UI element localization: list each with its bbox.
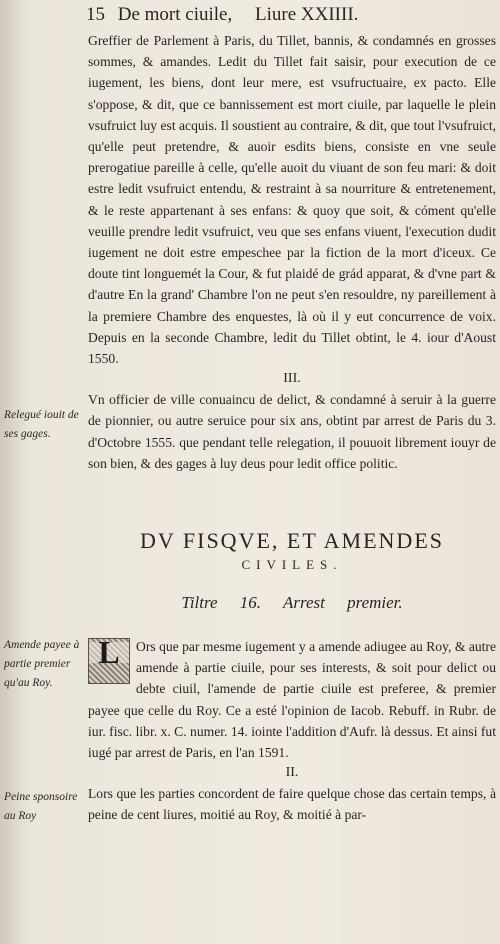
section-3-text: Vn officier de ville conuaincu de delict, & condamné à seruir à la guerre de pionnier, ou autre seruice pour six ans, obtint par arrest de Paris du 3. d'Octobre 1555. que pendant telle relegation, il pouuoit librement iouyr de son bien, & des gages à luy deus pour ledit office politic. <box>88 392 496 471</box>
titre-label: Tiltre 16. <box>181 593 262 612</box>
page-number: 15 <box>86 4 105 25</box>
titre-line <box>88 593 496 613</box>
section-number: II. <box>285 765 299 781</box>
section-number: III. <box>283 371 301 387</box>
running-title: De mort ciuile, <box>117 4 233 25</box>
chapter-subtitle: CIVILES. <box>241 557 343 572</box>
body-paragraph: Greffier de Parlement à Paris, du Tillet, bannis, & condamnés en grosses sommes, & amandes. Ledit du Tillet fait saisir, pour execution de ce iugement, les biens, dont leur mere, est vsufructuaire, ex pacto. Elle s'oppose, & dit, que ce bannissement est mort ciuile, par laquelle le plein vsufruict luy est acquis. Il soustient au contraire, & dit, que tout l'vsufruict, qu'elle peut pretendre, & auoir esdits biens, consiste en vne seule prerogatiue pareille à celle, qu'elle auoit du viuant de son feu mari: & doit estre ledit vsufruict entendu, & restraint à sa nourriture & entretenement, & le reste appartenant à ses enfans: & quoy que soit, & cóment qu'elle veuille prendre ledit vsufruict, veu que ses enfans viuent, l'execution dudit iugement ne doit estre empeschee par la fiction de la mort d'iceux. Ce doute tint longuemét la Cour, & fut plaidé de grád apparat, & d'vne part & d'autre En la grand' Chambre l'on ne peut s'en resouldre, ny pareillement à la premiere Chambre des enquestes, là où il y eut concurrence de voix. Depuis en la seconde Chambre, ledit du Tillet obtint, le 4. iour d'Aoust 1550. <box>88 33 496 367</box>
section-1-text: Ors que par mesme iugement y a amende adiugee au Roy, & autre amende à partie ciuile, pour ses interests, & soit pour delict ou debte ciuil, l'amende de partie ciuile est preferee, & premier payee que celle du Roy. Ce a esté l'opinion de Iacob. Rebuff. in Rubr. de iur. fisc. libr. x. C. numer. 14. iointe l'addition d'Aufr. là dessus. Et ainsi fut iugé par arrest de Paris, en l'an 1591. <box>88 639 496 761</box>
margin-note-amende: Amende payee à partie premier qu'au Roy. <box>4 639 80 689</box>
book-number: Liure XXIIII. <box>255 4 359 25</box>
section-2-text: Lors que les parties concordent de faire quelque chose das certain temps, à peine de cent liures, moitié au Roy, & moitié à par- <box>88 786 496 823</box>
margin-note-peine: Peine sponsoire au Roy <box>4 791 78 822</box>
section-1-block <box>88 636 496 826</box>
arrest-label: Arrest premier. <box>282 593 403 612</box>
margin-note-relegue: Relegué iouit de ses gages. <box>4 409 79 440</box>
drop-cap <box>88 634 130 684</box>
drop-cap-letter: L <box>89 642 129 663</box>
main-text-block <box>88 30 496 474</box>
chapter-title: DV FISQVE, ET AMENDES <box>140 528 444 553</box>
